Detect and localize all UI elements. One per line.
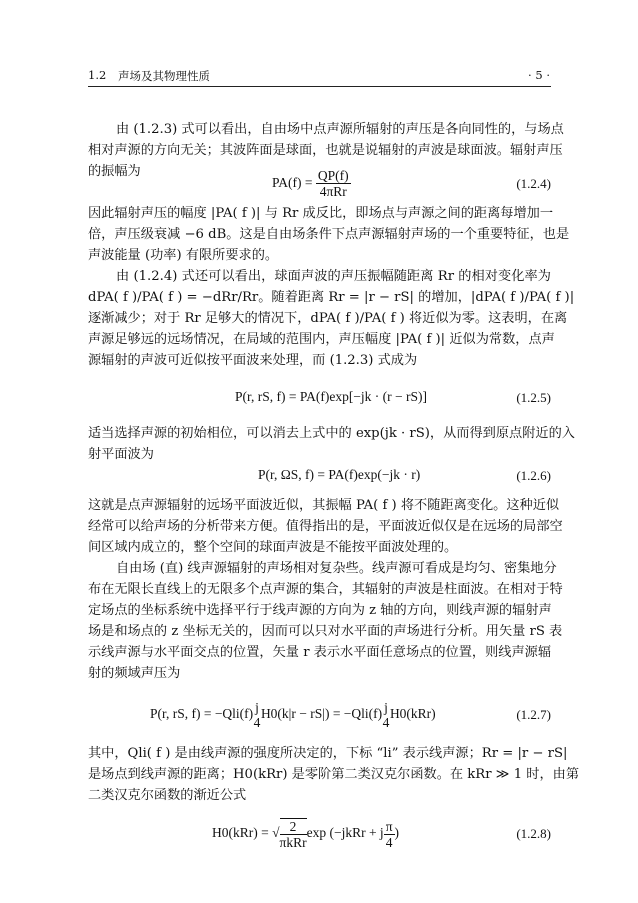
- text-line: 逐渐减少；对于 Rr 足够大的情况下，dPA( f )/PA( f ) 将近似为零。这表明，在离: [88, 311, 568, 326]
- text-line: 声波能量 (功率) 有限所要求的。: [88, 248, 279, 263]
- text-line: 相对声源的方向无关；其波阵面是球面，也就是说辐射的声波是球面波。辐射声压: [88, 143, 563, 158]
- text-line: 是场点到线声源的距离；H0(kRr) 是零阶第二类汉克尔函数。在 kRr ≫ 1 时，由第: [88, 767, 580, 782]
- text-line: 布在无限长直线上的无限多个点声源的集合，其辐射的声波是柱面波。在相对于特: [88, 582, 563, 597]
- text-line: 示线声源与水平面交点的位置，矢量 r 表示水平面任意场点的位置，则线声源辐: [88, 645, 552, 660]
- equation-1-2-7: P(r, rS, f) = −Qli(f) j 4 H0(k|r − rS|) = −Qli(f) j 4 H0(kRr): [150, 699, 436, 730]
- equation-1-2-4: PA(f) = $\frac{QP(f)}{\text{4πRr}}$: [272, 168, 349, 200]
- equation-number: (1.2.7): [516, 707, 551, 722]
- text-line: 由 (1.2.4) 式还可以看出，球面声波的声压振幅随距离 Rr 的相对变化率为: [116, 269, 551, 284]
- header-page-number: · 5 ·: [528, 68, 550, 82]
- text-line: 场是和场点的 z 坐标无关的，因而可以只对水平面的声场进行分析。用矢量 rS 表: [88, 624, 563, 639]
- text-line: 其中，Qli( f ) 是由线声源的强度所决定的，下标 “li” 表示线声源；Rr = |r − rS|: [88, 746, 568, 761]
- equation-1-2-8: H0(kRr) = √ $\frac{2}{\text{πkRr}}$ exp (−jkRr + j $\frac{\pi}{4}$ ): [212, 818, 400, 850]
- text-line: 这就是点声源辐射的远场平面波近似，其振幅 PA( f ) 将不随距离变化。这种近似: [88, 498, 560, 513]
- text-line: 声源足够远的远场情况，在局域的范围内，声压幅度 |PA( f )| 近似为常数，点声: [88, 332, 555, 347]
- equation-number: (1.2.6): [516, 468, 551, 483]
- text-line: 经常可以给声场的分析带来方便。值得指出的是，平面波近似仅是在远场的局部空: [88, 519, 563, 534]
- header-section-title: 声场及其物理性质: [118, 69, 210, 83]
- text-line: 倍，声压级衰减 −6 dB。这是自由场条件下点声源辐射声场的一个重要特征，也是: [88, 227, 570, 242]
- equation-1-2-6: P(r, ΩS, f) = PA(f)exp(−jk · r): [258, 467, 421, 482]
- text-line: 间区域内成立的，整个空间的球面声波是不能按平面波处理的。: [88, 540, 458, 555]
- equation-number: (1.2.8): [516, 826, 551, 841]
- text-line: 定场点的坐标系统中选择平行于线声源的方向为 z 轴的方向，则线声源的辐射声: [88, 603, 552, 618]
- text-line: 适当选择声源的初始相位，可以消去上式中的 exp(jk · rS)，从而得到原点附近的入: [88, 426, 575, 441]
- text-line: 二类汉克尔函数的渐近公式: [88, 788, 247, 803]
- equation-1-2-5: P(r, rS, f) = PA(f)exp[−jk · (r − rS)]: [235, 389, 428, 404]
- text-line: 由 (1.2.3) 式可以看出，自由场中点声源所辐射的声压是各向同性的，与场点: [116, 122, 564, 137]
- text-line: 因此辐射声压的幅度 |PA( f )| 与 Rr 成反比，即场点与声源之间的距离每增加一: [88, 206, 554, 221]
- text-line: 的振幅为: [88, 164, 141, 179]
- text-line: dPA( f )/PA( f ) = −dRr/Rr。随着距离 Rr = |r − rS| 的增加，|dPA( f )/PA( f )|: [88, 290, 575, 305]
- header-rule: [88, 86, 551, 87]
- text-line: 源辐射的声波可近似按平面波来处理，而 (1.2.3) 式成为: [88, 353, 418, 368]
- header-section-number: 1.2: [88, 68, 107, 82]
- equation-number: (1.2.4): [516, 176, 551, 191]
- text-line: 射平面波为: [88, 447, 154, 462]
- text-line: 射的频域声压为: [88, 666, 181, 681]
- equation-number: (1.2.5): [516, 390, 551, 405]
- text-line: 自由场 (直) 线声源辐射的声场相对复杂些。线声源可看成是均匀、密集地分: [116, 561, 557, 576]
